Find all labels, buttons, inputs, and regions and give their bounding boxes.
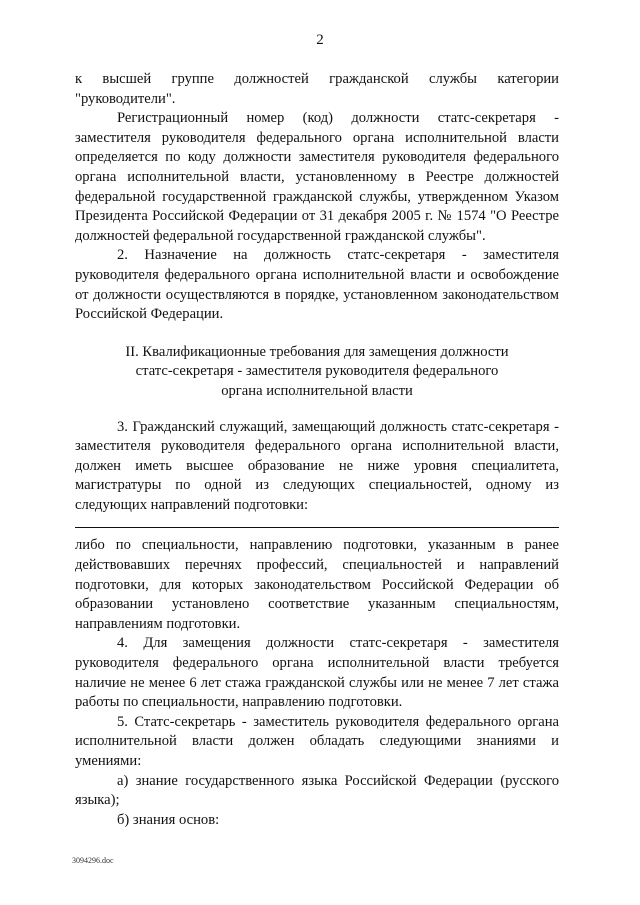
document-body bbox=[75, 70, 559, 830]
paragraph-continuation: к высшей группе должностей гражданской службы категории "руководители". bbox=[75, 71, 559, 107]
paragraph-5b-basics: б) знания основ: bbox=[117, 811, 220, 828]
paragraph-5-knowledge: 5. Статс-секретарь - заместитель руководителя федерального органа исполнительной власти должен обладать следующими знаниями и умениями: bbox=[75, 713, 559, 769]
section-heading bbox=[75, 343, 559, 402]
footer-doc-id: 3094296.doc bbox=[72, 856, 114, 865]
section-heading-line: II. Квалификационные требования для замещения должности bbox=[125, 343, 509, 360]
paragraph-registration-code: Регистрационный номер (код) должности статс-секретаря - заместителя руководителя федерального органа исполнительной власти определяется по коду должности заместителя руководителя федерального органа исполнительной власти, установленному в Реестре должностей федеральной государственной гражданской службы, утвержденном Указом Президента Российской Федерации от 31 декабря 2005 г. № 1574 "О Реестре должностей федеральной государственной гражданской службы". bbox=[75, 110, 559, 244]
fill-in-blank-line bbox=[75, 517, 559, 528]
paragraph-2-appointment: 2. Назначение на должность статс-секретаря - заместителя руководителя федерального органа исполнительной власти и освобождение от должности осуществляются в порядке, установленном законодательством Российской Федерации. bbox=[75, 247, 559, 323]
paragraph-5a-language: а) знание государственного языка Российской Федерации (русского языка); bbox=[75, 772, 559, 809]
paragraph-3-education: 3. Гражданский служащий, замещающий должность статс-секретаря - заместителя руководителя федерального органа исполнительной власти, должен иметь высшее образование не ниже уровня специалитета, магистратуры по одной из следующих специальностей, одному из следующих направлений подготовки: bbox=[75, 418, 559, 513]
paragraph-4-experience: 4. Для замещения должности статс-секретаря - заместителя руководителя федерального органа исполнительной власти требуется наличие не менее 6 лет стажа гражданской службы или не менее 7 лет стажа работы по специальности, направлению подготовки. bbox=[75, 635, 559, 711]
page-number: 2 bbox=[316, 32, 324, 48]
paragraph-continuation-specialties: либо по специальности, направлению подготовки, указанным в ранее действовавших перечнях профессий, специальностей и направлений подготовки, для которых законодательством Российской Федерации об образовании установлено соответствие указанным специальностям, направлениям подготовки. bbox=[75, 537, 559, 632]
section-heading-line: органа исполнительной власти bbox=[221, 382, 413, 399]
section-heading-line: статс-секретаря - заместителя руководителя федерального bbox=[135, 363, 499, 380]
